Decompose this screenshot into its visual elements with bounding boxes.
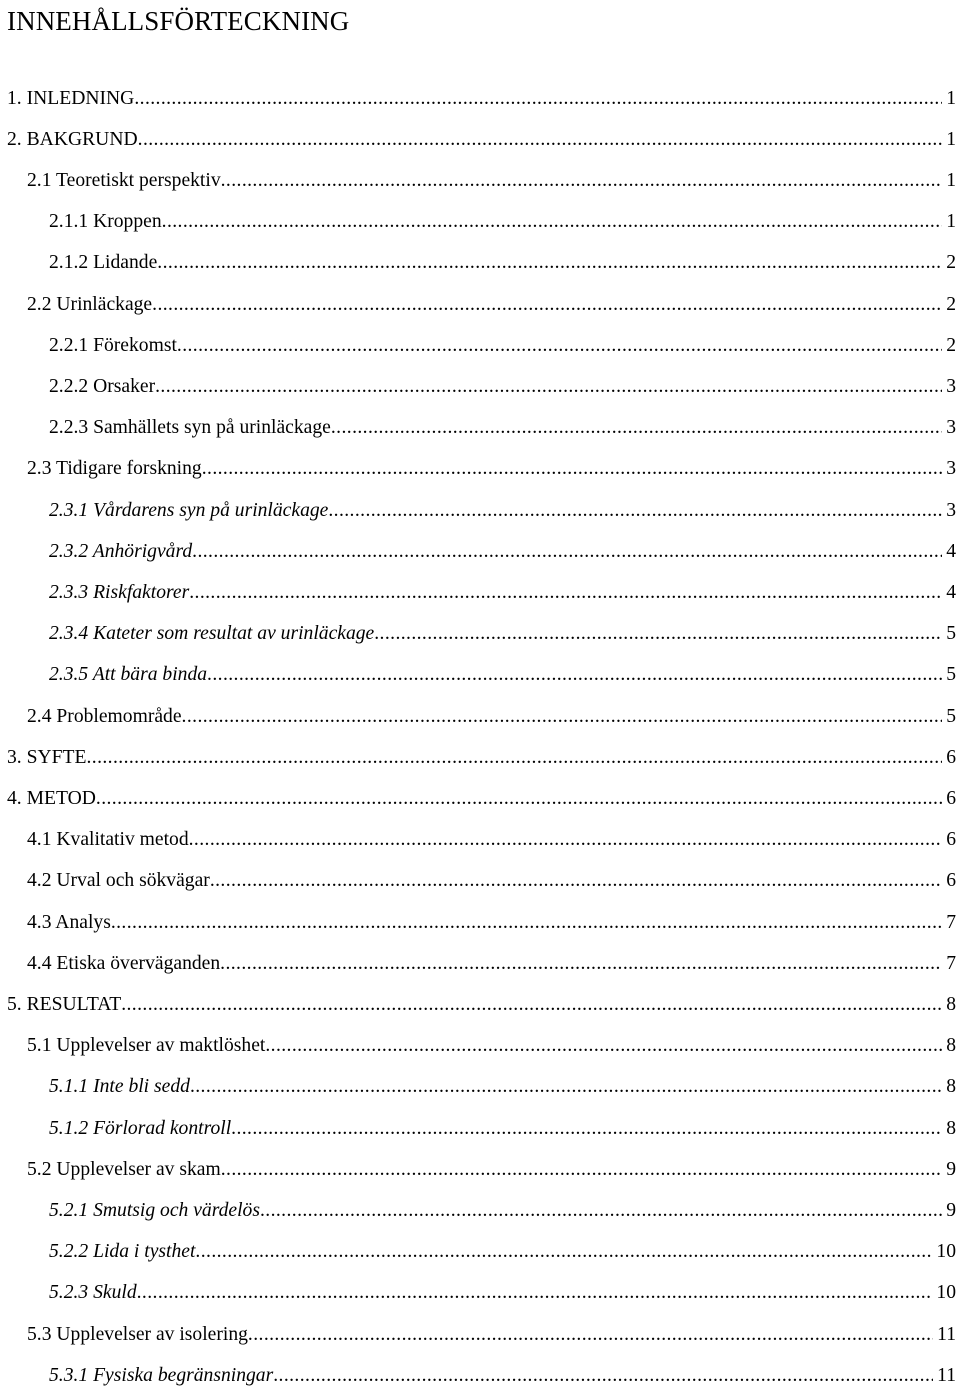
- toc-leader-dots: [177, 335, 942, 357]
- toc-entry[interactable]: [49, 325, 960, 366]
- toc-entry[interactable]: [27, 696, 960, 737]
- toc-entry-title: 5.1.2 Förlorad kontroll: [49, 1117, 232, 1139]
- toc-entry-title: 5.2.3 Skuld: [49, 1282, 137, 1304]
- toc-entry-title: 5.2 Upplevelser av skam: [27, 1158, 221, 1180]
- toc-entry-page-number: 1: [946, 211, 956, 233]
- toc-entry-title: 5.3.1 Fysiska begränsningar: [49, 1364, 274, 1386]
- toc-entry-title: 2.1.1 Kroppen: [49, 211, 162, 233]
- toc-leader-dots: [152, 294, 942, 316]
- toc-leader-dots: [328, 500, 942, 522]
- toc-entry[interactable]: [7, 984, 960, 1025]
- toc-entry-title: 5.1.1 Inte bli sedd: [49, 1076, 190, 1098]
- toc-entry[interactable]: [49, 1273, 960, 1314]
- toc-entry-title: 2.3.3 Riskfaktorer: [49, 581, 190, 603]
- toc-entry[interactable]: [7, 737, 960, 778]
- toc-entry[interactable]: [27, 284, 960, 325]
- toc-entry-page-number: 11: [937, 1364, 956, 1386]
- toc-entry-title: 2.3.4 Kateter som resultat av urinläckage: [49, 623, 375, 645]
- toc-leader-dots: [195, 1241, 932, 1263]
- toc-entry[interactable]: [49, 1108, 960, 1149]
- toc-entry-page-number: 4: [946, 581, 956, 603]
- toc-leader-dots: [248, 1324, 933, 1346]
- toc-entry-page-number: 7: [946, 952, 956, 974]
- toc-entry[interactable]: [49, 1190, 960, 1231]
- toc-entry-page-number: 1: [946, 169, 956, 191]
- toc-entry-page-number: 6: [946, 870, 956, 892]
- toc-leader-dots: [273, 1365, 933, 1387]
- toc-entry[interactable]: [49, 614, 960, 655]
- toc-entry-title: 2.2 Urinläckage: [27, 293, 153, 315]
- toc-leader-dots: [111, 912, 942, 934]
- toc-entry[interactable]: [49, 572, 960, 613]
- toc-entry-title: 2.2.2 Orsaker: [49, 375, 156, 397]
- toc-entry[interactable]: [27, 820, 960, 861]
- toc-leader-dots: [137, 1282, 933, 1304]
- toc-leader-dots: [86, 747, 942, 769]
- toc-entry-page-number: 7: [946, 911, 956, 933]
- toc-entry-page-number: 3: [946, 458, 956, 480]
- toc-entry-page-number: 4: [946, 540, 956, 562]
- toc-leader-dots: [221, 170, 943, 192]
- toc-leader-dots: [265, 1035, 942, 1057]
- toc-entry-page-number: 1: [946, 87, 956, 109]
- toc-entry-page-number: 9: [946, 1158, 956, 1180]
- toc-leader-dots: [231, 1118, 942, 1140]
- toc-entry-title: 4.3 Analys: [27, 911, 111, 933]
- toc-entry[interactable]: [49, 531, 960, 572]
- toc-leader-dots: [190, 1076, 942, 1098]
- toc-entry-page-number: 10: [936, 1282, 956, 1304]
- toc-entry[interactable]: [27, 1149, 960, 1190]
- toc-entry-title: 4.1 Kvalitativ metod: [27, 829, 189, 851]
- toc-entry-title: 2.2.3 Samhällets syn på urinläckage: [49, 417, 331, 439]
- toc-entry[interactable]: [7, 78, 960, 119]
- toc-entry[interactable]: [27, 902, 960, 943]
- toc-entry[interactable]: [49, 1355, 960, 1396]
- toc-entry-page-number: 11: [937, 1323, 956, 1345]
- toc-entry-page-number: 6: [946, 787, 956, 809]
- toc-leader-dots: [210, 870, 942, 892]
- toc-leader-dots: [220, 953, 942, 975]
- toc-entry-title: 2.3.2 Anhörigvård: [49, 540, 193, 562]
- toc-leader-dots: [202, 458, 942, 480]
- toc-leader-dots: [138, 129, 943, 151]
- toc-leader-dots: [207, 664, 942, 686]
- toc-entry-title: 4.2 Urval och sökvägar: [27, 870, 210, 892]
- toc-entry-page-number: 3: [946, 499, 956, 521]
- toc-entry-title: 2. BAKGRUND: [7, 128, 138, 150]
- toc-entry-page-number: 9: [946, 1199, 956, 1221]
- toc-leader-dots: [182, 706, 943, 728]
- toc-entry-page-number: 8: [946, 1117, 956, 1139]
- toc-leader-dots: [221, 1159, 942, 1181]
- toc-entry-title: 5.1 Upplevelser av maktlöshet: [27, 1035, 266, 1057]
- toc-entry-page-number: 1: [946, 128, 956, 150]
- toc-entry-page-number: 2: [946, 252, 956, 274]
- toc-entry-page-number: 3: [946, 375, 956, 397]
- toc-leader-dots: [121, 994, 942, 1016]
- toc-leader-dots: [189, 829, 943, 851]
- toc-entry-page-number: 2: [946, 293, 956, 315]
- toc-entry[interactable]: [27, 943, 960, 984]
- toc-leader-dots: [192, 541, 942, 563]
- toc-entry-title: 2.2.1 Förekomst: [49, 334, 177, 356]
- toc-entry-title: 2.3.5 Att bära binda: [49, 664, 208, 686]
- toc-entry-page-number: 6: [946, 829, 956, 851]
- toc-entry-title: 4.4 Etiska överväganden: [27, 952, 221, 974]
- toc-leader-dots: [162, 211, 943, 233]
- toc-entry-title: 5.2.2 Lida i tysthet: [49, 1241, 196, 1263]
- toc-entry-title: 4. METOD: [7, 787, 96, 809]
- toc-entry-title: 5.3 Upplevelser av isolering: [27, 1323, 248, 1345]
- toc-entry[interactable]: [7, 778, 960, 819]
- toc-entry-title: 5.2.1 Smutsig och värdelös: [49, 1199, 260, 1221]
- toc-entry[interactable]: [27, 449, 960, 490]
- toc-entry[interactable]: [7, 119, 960, 160]
- toc-entry[interactable]: [49, 243, 960, 284]
- toc-entry-page-number: 8: [946, 1076, 956, 1098]
- toc-entry-page-number: 5: [946, 664, 956, 686]
- toc-entry[interactable]: [49, 408, 960, 449]
- toc-entry-page-number: 8: [946, 993, 956, 1015]
- toc-entry-title: 2.3 Tidigare forskning: [27, 458, 202, 480]
- toc-leader-dots: [134, 88, 942, 110]
- toc-entry[interactable]: [49, 1232, 960, 1273]
- toc-entry-page-number: 5: [946, 623, 956, 645]
- toc-entry-title: 2.3.1 Vårdarens syn på urinläckage: [49, 499, 329, 521]
- toc-leader-dots: [155, 376, 942, 398]
- toc-entry[interactable]: [27, 1026, 960, 1067]
- toc-leader-dots: [96, 788, 942, 810]
- toc-entry[interactable]: [49, 490, 960, 531]
- toc-entry[interactable]: [49, 655, 960, 696]
- toc-entry[interactable]: [49, 366, 960, 407]
- toc-leader-dots: [331, 417, 942, 439]
- toc-entry-title: 1. INLEDNING: [7, 87, 135, 109]
- toc-leader-dots: [189, 582, 942, 604]
- toc-entry-title: 2.1 Teoretiskt perspektiv: [27, 169, 221, 191]
- toc-entry[interactable]: [27, 160, 960, 201]
- toc-entry-page-number: 6: [946, 746, 956, 768]
- toc-entry-title: 3. SYFTE: [7, 746, 87, 768]
- toc-entry[interactable]: [49, 1067, 960, 1108]
- toc-entry-title: 2.1.2 Lidande: [49, 252, 158, 274]
- toc-entry-title: 5. RESULTAT: [7, 993, 122, 1015]
- toc-leader-dots: [374, 623, 942, 645]
- toc-entry-page-number: 5: [946, 705, 956, 727]
- toc-entry-page-number: 10: [936, 1241, 956, 1263]
- toc-entry[interactable]: [27, 1314, 960, 1355]
- toc-entry-title: 2.4 Problemområde: [27, 705, 182, 727]
- toc-entry-page-number: 3: [946, 417, 956, 439]
- toc-entry[interactable]: [27, 861, 960, 902]
- toc-entry[interactable]: [49, 202, 960, 243]
- toc-leader-dots: [260, 1200, 942, 1222]
- toc-leader-dots: [157, 252, 942, 274]
- toc-entry-page-number: 2: [946, 334, 956, 356]
- page-title: INNEHÅLLSFÖRTECKNING: [7, 6, 350, 36]
- toc-entry-page-number: 8: [946, 1035, 956, 1057]
